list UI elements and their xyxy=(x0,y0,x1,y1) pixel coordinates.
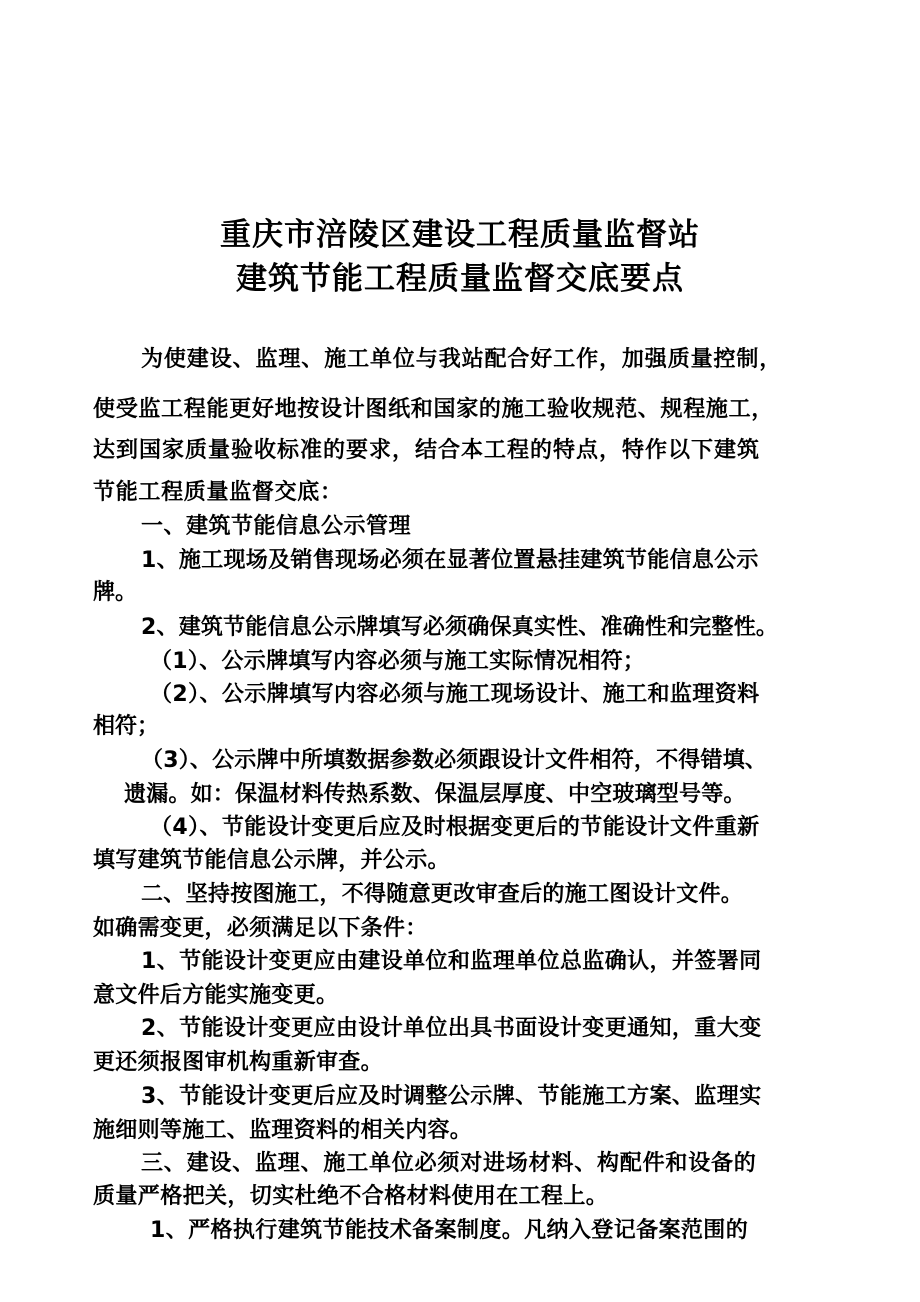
paragraph-line: 更还须报图审机构重新审查。 xyxy=(93,1050,383,1075)
document-title-line-1: 重庆市涪陵区建设工程质量监督站 xyxy=(220,217,700,253)
paragraph-line: 填写建筑节能信息公示牌，并公示。 xyxy=(93,848,450,873)
paragraph-line: 1、施工现场及销售现场必须在显著位置悬挂建筑节能信息公示 xyxy=(141,548,759,573)
paragraph-line: 遗漏。如：保温材料传热系数、保温层厚度、中空玻璃型号等。 xyxy=(124,782,746,807)
paragraph-line: （4）、节能设计变更后应及时根据变更后的节能设计文件重新 xyxy=(150,815,760,840)
paragraph-line: 如确需变更，必须满足以下条件： xyxy=(93,916,428,941)
paragraph-line: 达到国家质量验收标准的要求，结合本工程的特点，特作以下建筑 xyxy=(93,438,761,463)
section-heading: 三、建设、监理、施工单位必须对进场材料、构配件和设备的 xyxy=(141,1151,757,1176)
section-heading: 一、建筑节能信息公示管理 xyxy=(141,514,412,539)
paragraph-line: （3）、公示牌中所填数据参数必须跟设计文件相符，不得错填、 xyxy=(141,748,768,773)
paragraph-line: 1、节能设计变更应由建设单位和监理单位总监确认，并签署同 xyxy=(141,949,762,974)
section-heading: 二、坚持按图施工，不得随意更改审查后的施工图设计文件。 xyxy=(141,882,744,907)
paragraph-line: 牌。 xyxy=(93,580,138,605)
paragraph-line: 为使建设、监理、施工单位与我站配合好工作，加强质量控制， xyxy=(141,347,783,372)
paragraph-line: 施细则等施工、监理资料的相关内容。 xyxy=(93,1118,473,1143)
paragraph-line: 意文件后方能实施变更。 xyxy=(93,983,339,1008)
paragraph-line: 1、严格执行建筑节能技术备案制度。凡纳入登记备案范围的 xyxy=(150,1218,749,1243)
paragraph-line: 使受监工程能更好地按设计图纸和国家的施工验收规范、规程施工， xyxy=(93,397,775,422)
paragraph-line: 2、建筑节能信息公示牌填写必须确保真实性、准确性和完整性。 xyxy=(141,615,779,640)
paragraph-line: （2）、公示牌填写内容必须与施工现场设计、施工和监理资料 xyxy=(150,682,760,707)
paragraph-line: 相符； xyxy=(93,714,160,739)
paragraph-line: （1）、公示牌填写内容必须与施工实际情况相符； xyxy=(150,649,646,674)
document-title-line-2: 建筑节能工程质量监督交底要点 xyxy=(236,261,684,297)
paragraph-line: 2、节能设计变更应由设计单位出具书面设计变更通知，重大变 xyxy=(141,1016,762,1041)
paragraph-line: 3、节能设计变更后应及时调整公示牌、节能施工方案、监理实 xyxy=(141,1084,762,1109)
paragraph-line: 节能工程质量监督交底： xyxy=(93,480,343,505)
paragraph-line: 质量严格把关，切实杜绝不合格材料使用在工程上。 xyxy=(93,1184,609,1209)
